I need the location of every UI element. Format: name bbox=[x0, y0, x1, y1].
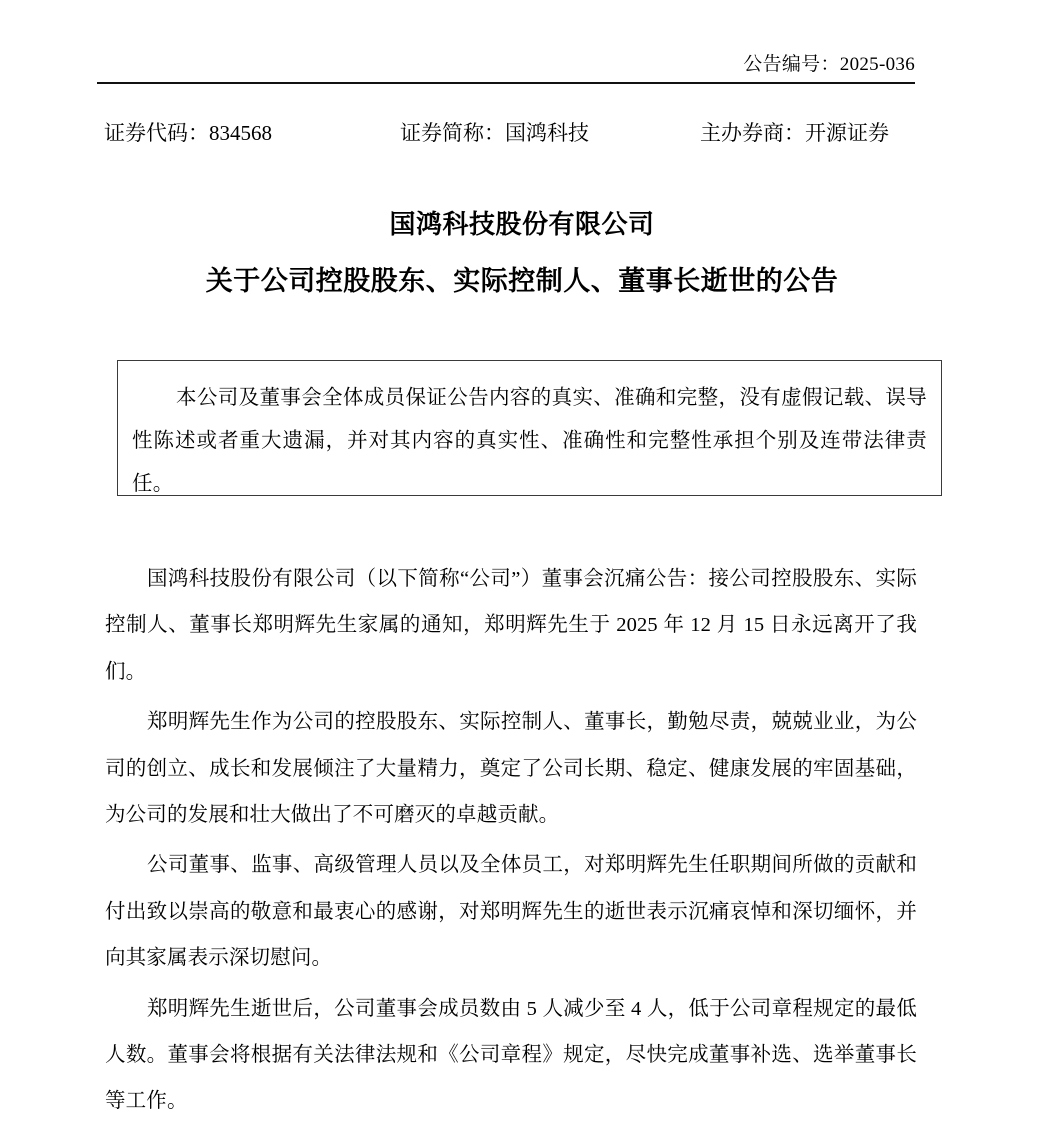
disclaimer-text: 本公司及董事会全体成员保证公告内容的真实、准确和完整，没有虚假记载、误导性陈述或者重大遗漏，并对其内容的真实性、准确性和完整性承担个别及连带法律责任。 bbox=[132, 387, 927, 495]
body-paragraph: 郑明辉先生作为公司的控股股东、实际控制人、董事长，勤勉尽责，兢兢业业，为公司的创立、成长和发展倾注了大量精力，奠定了公司长期、稳定、健康发展的牢固基础，为公司的发展和壮大做出了不可磨灭的卓越贡献。 bbox=[105, 711, 917, 827]
securities-code: 证券代码：834568 bbox=[104, 121, 272, 145]
announcement-body bbox=[105, 556, 917, 1129]
body-paragraph: 公司董事、监事、高级管理人员以及全体员工，对郑明辉先生任职期间所做的贡献和付出致以崇高的敬意和最衷心的感谢，对郑明辉先生的逝世表示沉痛哀悼和深切缅怀，并向其家属表示深切慰问。 bbox=[105, 854, 917, 970]
header-divider bbox=[97, 82, 915, 84]
announcement-subject-title: 关于公司控股股东、实际控制人、董事长逝世的公告 bbox=[205, 266, 839, 297]
page-header bbox=[97, 52, 915, 84]
securities-abbreviation: 证券简称：国鸿科技 bbox=[400, 121, 589, 145]
body-paragraph: 国鸿科技股份有限公司（以下简称“公司”）董事会沉痛公告：接公司控股股东、实际控制人、董事长郑明辉先生家属的通知，郑明辉先生于 2025 年 12 月 15 日永远离开了我们。 bbox=[105, 568, 917, 683]
announcement-number: 公告编号：2025-036 bbox=[743, 54, 915, 75]
body-paragraph: 郑明辉先生逝世后，公司董事会成员数由 5 人减少至 4 人，低于公司章程规定的最低人数。董事会将根据有关法律法规和《公司章程》规定，尽快完成董事补选、选举董事长等工作。 bbox=[105, 997, 917, 1113]
sponsoring-broker: 主办券商：开源证券 bbox=[700, 121, 889, 145]
securities-info-row bbox=[104, 118, 916, 148]
disclaimer-box bbox=[117, 360, 942, 496]
company-name-title: 国鸿科技股份有限公司 bbox=[389, 210, 655, 240]
